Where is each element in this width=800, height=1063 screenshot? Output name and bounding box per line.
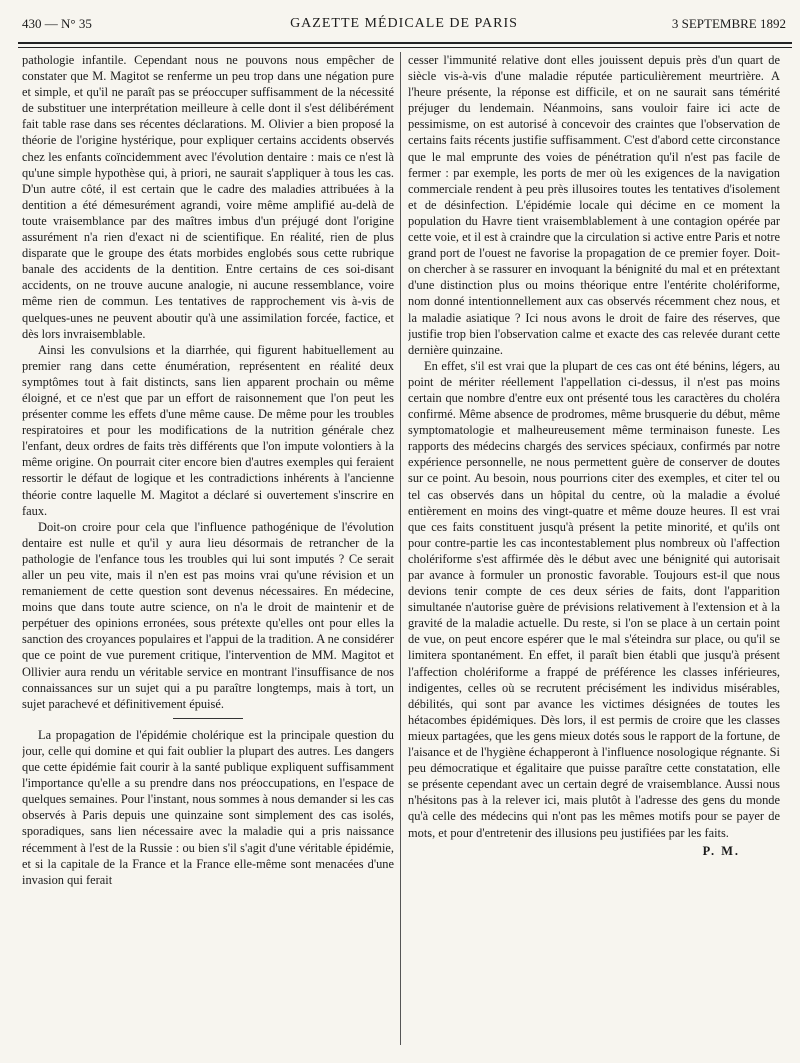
page-header	[22, 12, 786, 38]
paragraph: Doit-on croire pour cela que l'influence pathogénique de l'évolution dentaire est nulle et qu'il y aura lieu désormais de retrancher de la pathologie de l'enfance tous les troubles qui lui sont imputés ? Ce serait aller un peu vite, mais il n'en est pas moins vrai qu'une révision et un remaniement de cette question sont devenus nécessaires. En médecine, moins que dans toute autre science, on n'a le droit de maintenir et de perpétuer des opinions erronées, sous prétexte qu'elles ont pour elles la sanction des croyances populaires et l'appui de la tradition. A ne considérer que ce point de vue purement critique, l'intervention de MM. Magitot et Ollivier aura rendu un véritable service en montrant l'insuffisance de nos connaissances sur un sujet qui a pu paraître longtemps, mais à tort, un sujet parachevé et définitivement épuisé.	[22, 519, 394, 711]
section-separator	[173, 718, 243, 719]
header-rule	[18, 42, 792, 48]
issue-date: 3 SEPTEMBRE 1892	[671, 16, 786, 31]
paragraph: La propagation de l'épidémie cholérique est la principale question du jour, celle qui domine et qui fait oublier la plupart des autres. Les dangers que cette épidémie fait courir à la santé publique expliquent suffisamment l'importance qu'elle a su prendre dans nos préoccupations, en l'espace de quelques semaines. Pour l'instant, nous sommes à nous demander si les cas observés à Paris depuis une quinzaine sont simplement des cas isolés, sporadiques, sans lien nécessaire avec la maladie qui a pris naissance récemment à l'est de la Russie : ou bien s'il s'agit d'une véritable épidémie, et si la capitale de la France et la France elle-même sont menacées d'une invasion qui ferait	[22, 727, 394, 887]
paragraph: En effet, s'il est vrai que la plupart de ces cas ont été bénins, légers, au point de mériter réellement l'appellation ci-dessus, il n'est pas moins certain que nombre d'entre eux ont présenté tous les caractères du choléra confirmé. Même absence de prodromes, même brusquerie du début, même symptomatologie et malheureusement même terminaison funeste. Les rapports des médecins chargés des services spéciaux, confirmés par notre expérience personnelle, ne nous permettent guère de conserver de doutes sur ce point. Au besoin, nous pourrions citer des exemples, et citer tel ou tel cas observés dans un hôpital du centre, où la maladie a évolué entièrement en moins des vingt-quatre et même douze heures. Il est vrai que ces faits constituent jusqu'à présent la petite minorité, et qu'ils ont pour contre-partie les cas incontestablement plus nombreux où l'affection cholériforme s'est affirmée dès le début avec une bénignité qui autorisait par avance à formuler un pronostic favorable. Toujours est-il que nous devions tenir compte de ces deux séries de faits, dont l'apparition simultanée n'autorise guère de prévisions relativement à l'extension et à la gravité de la maladie actuelle. Du reste, si l'on se place à un certain point de vue, on peut encore espérer que le mal s'éteindra sur place, ou qu'il se limitera spontanément. En effet, il paraît bien établi que jusqu'à présent l'affection cholériforme a frappé de préférence les classes inférieures, indigentes, celles où se recrutent précisément les individus misérables, débilités, qui sont par avance les victimes désignées de toutes les hétacombes épidémiques. Dès lors, il est permis de croire que les classes mieux partagées, que les gens mieux dotés sous le rapport de la fortune, de l'aisance et de l'hygiène échapperont à l'influence nosologique régnante. Si peu démocratique et égalitaire que puisse paraître cette constatation, elle se présente cependant avec un certain degré de vraisemblance. Aussi nous n'hésitons pas à la relever ici, mais plutôt à l'adresse des gens du monde qu'à celle des médecins qui n'ont pas les mêmes motifs pour se payer de mots, et pour d'entretenir des illusions peu justifiées par les faits.	[408, 358, 780, 840]
author-signature: P. M.	[702, 843, 740, 858]
column-divider	[400, 52, 401, 1045]
right-column	[408, 52, 780, 1045]
page-number: 430 — N° 35	[22, 16, 92, 31]
journal-title: GAZETTE MÉDICALE DE PARIS	[290, 16, 518, 31]
paragraph: pathologie infantile. Cependant nous ne pouvons nous empêcher de constater que M. Magitot se renferme un peu trop dans une négation pure et simple, et qu'il ne paraît pas se préoccuper suffisamment de la nécessité de substituer une interprétation meilleure à celle dont il s'est délibérément fait table rase dans ses récentes déclarations. M. Olivier a bien proposé la théorie de l'origine hystérique, pour expliquer certains accidents observés chez les enfants coïncidemment avec l'évolution dentaire : mais ce n'est là qu'une simple hypothèse qui, à priori, ne saurait s'appliquer à tous les cas. D'un autre côté, il est certain que le cadre des maladies attribuées à la dentition a été démesurément agrandi, voire même amplifié au-delà de toute vraisemblance par des maîtres imbus d'un préjugé dont l'origine assurément n'a rien d'exact ni de scientifique. En réalité, rien de plus disparate que le groupe des états morbides englobés sous cette rubrique banale des accidents de la dentition. Entre certains de ces soi-disant accidents, on ne trouve aucune analogie, ni aucune ressemblance, voire même rien de commun. Les tentatives de rapprochement vis à-vis de quelques-unes ne peuvent aboutir qu'à une assimilation forcée, factice, et dès lors invraisemblable.	[22, 53, 394, 341]
paragraph: Ainsi les convulsions et la diarrhée, qui figurent habituellement au premier rang dans cette énumération, représentent en réalité deux symptômes tout à fait distincts, sans lien apparent prochain ou même éloigné, et ce n'est que par un effort de raisonnement que l'on peut les présenter comme les effets d'une même cause. De même pour les troubles respiratoires et pour les modifications de la nutrition générale chez l'enfant, deux ordres de faits très différents que l'on impute volontiers à la même origine. On pourrait citer encore bien d'autres exemples qui feraient ressortir le défaut de logique et les contradictions inhérents à l'ancienne théorie contre laquelle M. Magitot a déclaré si ouvertement s'inscrire en faux.	[22, 342, 394, 518]
paragraph: cesser l'immunité relative dont elles jouissent depuis près d'un quart de siècle vis-à-vis d'une maladie réputée particulièrement meurtrière. A l'heure présente, la réponse est difficile, et on ne saurait sans témérité préjuger du lendemain. Néanmoins, sans vouloir faire ici acte de pessimisme, on est autorisé à concevoir des craintes que l'observation de certains faits récents justifie suffisamment. C'est d'abord cette circonstance que le mal emprunte des voies de pénétration qu'il n'est pas facile de fermer : par exemple, les ports de mer où les exigences de la navigation commerciale rendent à peu près illusoires toutes les tentatives d'isolement et de désinfection. L'épidémie locale qui décime en ce moment la population du Havre tient vraisemblablement à une contagion opérée par cette voie, et il est à craindre que la circulation si active entre Paris et notre grand port de l'ouest ne favorise la propagation de ce premier foyer. Doit-on chercher à se rassurer en invoquant la bénignité du mal et en prétextant d'une distinction plus ou moins théorique entre l'entérite cholériforme, nom donné intentionnellement aux cas observés récemment chez nous, et la maladie asiatique ? Ici nous avons le droit de faire des réserves, que justifie trop bien l'observation calme et exacte des cas relevée durant cette dernière quinzaine.	[408, 53, 780, 357]
left-column	[22, 52, 394, 1045]
